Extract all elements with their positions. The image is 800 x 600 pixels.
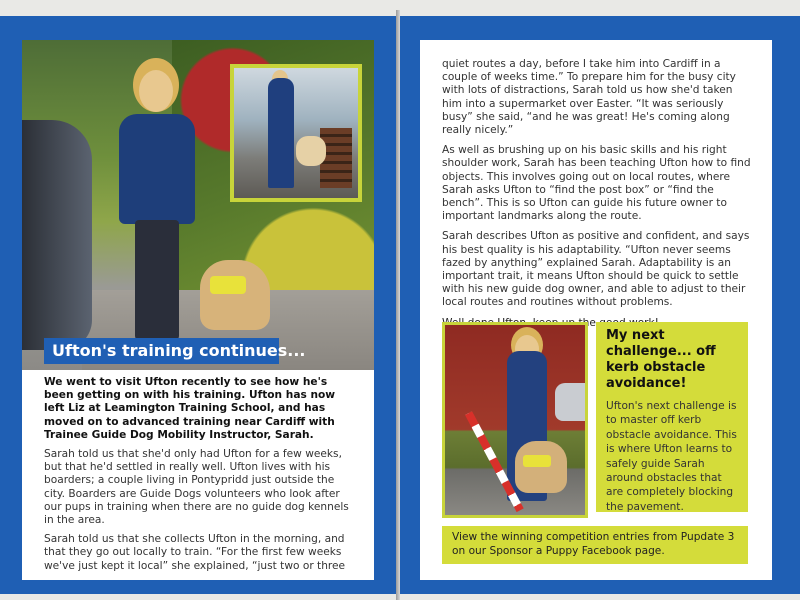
next-challenge-box [596,322,748,512]
body-paragraph-1: Sarah told us that she'd only had Ufton for a few weeks, but that he'd settled in really well. Ufton lives with his boarders; a couple living in Pontypridd just outside the city. Boarders are Guide Dogs volunteers who look after our pups in training when there are no guide dog kennels in the area. [44,448,349,527]
next-challenge-body: Ufton's next challenge is to master off kerb obstacle avoidance. This is where Ufton learns to safely guide Sarah around obstacles that are completely blocking the pavement. [606,400,737,513]
right-paragraph-2: As well as brushing up on his basic skills and his right shoulder work, Sarah has been teaching Ufton how to find objects. This involves going out on local routes, where Sarah asks Ufton to “find the post box” or “find the bench”. This is so Ufton can guide his future owner to important landmarks along the route. [442,144,751,223]
trainer-figure [117,70,197,340]
right-paragraph-3: Sarah describes Ufton as positive and confident, and says his best quality is his adaptability. “Ufton never seems fazed by anything” explained Sarah. Adaptability is an important trait, it means Ufton should be quick to settle with his new guide dog owner, and able to adjust to their local routes and routines without problems. [442,230,750,309]
lead-paragraph: We went to visit Ufton recently to see how he's been getting on with his training. Ufton has now left Liz at Leamington Training School, and has moved on to advanced training near Cardiff with Trainee Guide Dog Mobility Instructor, Sarah. [44,376,336,441]
next-challenge-heading: My next challenge... off kerb obstacle avoidance! [606,328,716,391]
section-heading: Ufton's training continues... [44,338,279,364]
left-article-text [22,370,374,580]
guide-dog-figure [200,260,270,330]
right-paragraph-1: quiet routes a day, before I take him into Cardiff in a couple of weeks time.” To prepare him for the busy city with lots of distractions, Sarah told us how she'd taken him into a supermarket over Easter. “It was seriously busy” she said, “and he was great! He's coming along really nicely.” [442,58,736,137]
obstacle-photo [442,322,588,518]
facebook-footer-note: View the winning competition entries from Pupdate 3 on our Sponsor a Puppy Facebook page. [442,526,748,564]
inset-photo-bench [230,64,362,202]
car-graphic [22,120,92,350]
body-paragraph-2: Sarah told us that she collects Ufton in the morning, and that they go out locally to train. “For the first few weeks we've just kept it local” she explained, “just two or three [44,533,346,572]
